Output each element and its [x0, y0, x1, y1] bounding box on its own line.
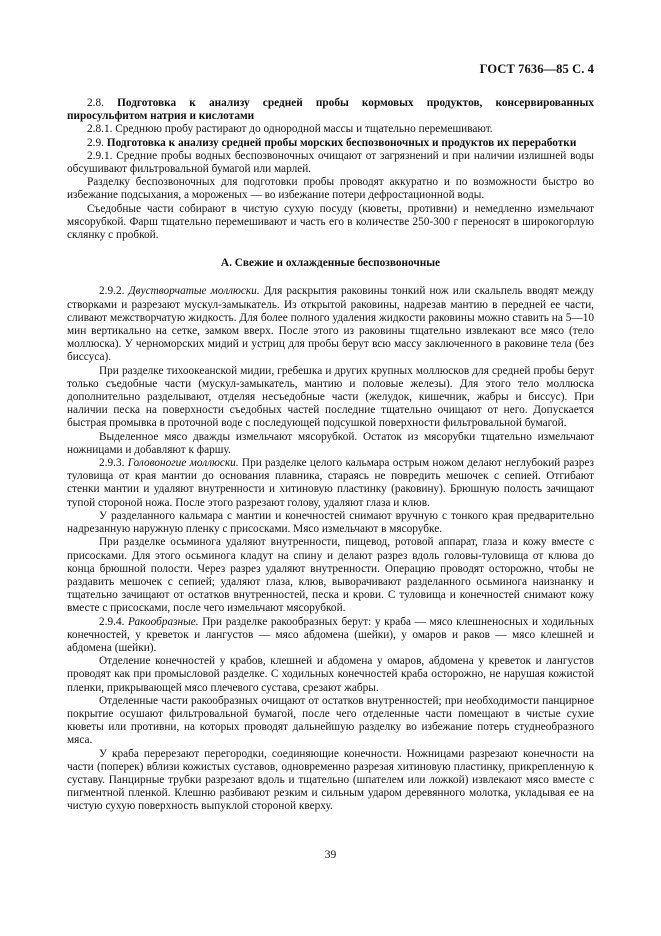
paragraph-sedobnye: Съедобные части собирают в чистую сухую посуду (кюветы, противни) и немедленно измельчают мясорубкой. Фарш тщательно перемешивают и часть его в количестве 250-300 г переносят в широкогорлую склянку с пробкой. [67, 202, 594, 242]
section-title: Подготовка к анализу средней пробы морских беспозвоночных и продуктов их переработки [106, 136, 577, 149]
paragraph-2-8-1: 2.8.1. Среднюю пробу растирают до однородной массы и тщательно перемешивают. [87, 123, 493, 136]
document-body [67, 97, 594, 814]
section-number: 2.9. [87, 136, 104, 149]
paragraph-pacific-mussel: При разделке тихоокеанской мидии, гребешка и других крупных моллюсков для средней пробы берут только съедобные части (мускул-замыкатель, мантию и половые железы). Для этого тело моллюска дополнительно разделывают, отделяя несъедобные части (желудок, кишечник, жабры и биссус). При наличии песка на поверхности съедобных частей последние тщательно очищают от него. Допускается быстрая промывка в проточной воде с последующей подсушкой поверхности фильтровальной бумагой. [67, 364, 594, 430]
clause-number: 2.9.3. [99, 457, 128, 470]
section-2-8-heading [67, 97, 594, 123]
clause-term: Головоногие моллюски. [127, 457, 239, 470]
page-number: 39 [324, 849, 337, 861]
clause-text: При разделке ракообразных берут: у краба — мясо клешненосных и ходильных конечностей, у креветок и лангустов — мясо абдомена (шейки), у омаров и раков — мясо клешней и абдомена (шейки). [67, 615, 594, 654]
paragraph-cleaning: Отделенные части ракообразных очищают от остатков внутренностей; при необходимости панцирное покрытие осушают фильтровальной бумагой, после чего отделенные части помещают в чистые сухие кюветы или противни, на которых проводят дальнейшую разделку во избежание потерь студнеобразного мяса. [67, 694, 594, 747]
clause-term: Ракообразные. [128, 615, 199, 628]
section-title: Подготовка к анализу средней пробы кормовых продуктов, консервированных пиросульфитом натрия и кислотами [67, 97, 594, 123]
paragraph-2-9-3 [67, 457, 594, 510]
paragraph-2-9-4 [67, 616, 594, 656]
paragraph-octopus: При разделке осьминога удаляют внутренности, пищевод, ротовой аппарат, глаза и кожу вместе с присосками. Для этого осьминога кладут на спину и делают разрез вдоль головы-туловища от клюва до конца брюшной полости. Через разрез удаляют внутренности. Операцию проводят осторожно, чтобы не раздавить мешочек с сепией; удаляют глаза, клюв, выворачивают разделанного осьминога наизнанку и тщательно зачищают от остатков внутренностей, песка и крови. С туловища и конечностей снимают кожу вместе с присосками, после чего измельчают мясорубкой. [67, 536, 594, 615]
section-number: 2.8. [87, 97, 104, 109]
subsection-a-heading: А. Свежие и охлажденные беспозвоночные [220, 257, 441, 270]
paragraph-razdelka: Разделку беспозвоночных для подготовки пробы проводят аккуратно и по возможности быстро во избежание подсыхания, а мороженых — во избежание потери дефростационной воды. [67, 176, 594, 202]
clause-number: 2.9.2. [99, 285, 129, 298]
paragraph-2-9-2 [67, 285, 594, 364]
clause-text: Для раскрытия раковины тонкий нож или скальпель вводят между створками и разрезают мускул-замыкатель. Из открытой раковины, надрезав мантию в передней ее части, сливают межстворчатую жидкость. Для более полного удаления жидкости раковины можно ставить на 5—10 мин вертикально на сетке, замком вверх. После этого из раковины тщательно извлекают все мясо (тело моллюска). У черноморских мидий и устриц для пробы берут всю массу заключенного в раковине тела (без биссуса). [67, 285, 594, 364]
running-header: ГОСТ 7636—85 С. 4 [479, 62, 594, 76]
clause-number: 2.9.4. [99, 615, 129, 628]
paragraph-squid: У разделанного кальмара с мантии и конечностей снимают вручную с тонкого края предварительно надрезанную наружную пленку с присосками. Мясо измельчают в мясорубке. [67, 509, 594, 536]
paragraph-crab: У краба перерезают перегородки, соединяющие конечности. Ножницами разрезают конечности на части (поперек) вблизи кожистых суставов, одновременно разрезая хитиновую пластинку, прикрепленную к суставу. Панцирные трубки разрезают вдоль и тщательно (шпателем или ложкой) извлекают мясо вместе с пигментной пленкой. Клешню разбивают резким и сильным ударом деревянного молотка, укладывая ее на чистую сухую поверхность выпуклой стороной кверху. [67, 747, 594, 813]
clause-term: Двустворчатые моллюски. [128, 285, 260, 298]
paragraph-separation: Отделение конечностей у крабов, клешней и абдомена у омаров, абдомена у креветок и лангустов проводят как при промысловой разделке. С ходильных конечностей краба осторожно, не нарушая кожистой пленки, прикрывающей мясо плечевого сустава, срезают жабры. [67, 655, 594, 694]
paragraph-meat: Выделенное мясо дважды измельчают мясорубкой. Остаток из мясорубки тщательно измельчают ножницами и добавляют к фаршу. [67, 430, 594, 456]
clause-text: При разделке целого кальмара острым ножом делают неглубокий разрез туловища от края мантии до основания плавника, стараясь не повредить мешочек с сепией. Отгибают стенки мантии и удаляют внутренности и хитиновую пластинку (раковину). Брюшную полость зачищают тупой стороной ножа. После этого разрезают голову, удаляют глаза и клюв. [67, 457, 594, 509]
paragraph-2-9-1: 2.9.1. Средние пробы водных беспозвоночных очищают от загрязнений и при наличии излишней воды обсушивают фильтровальной бумагой или марлей. [67, 149, 594, 176]
section-2-9-heading [67, 137, 594, 150]
